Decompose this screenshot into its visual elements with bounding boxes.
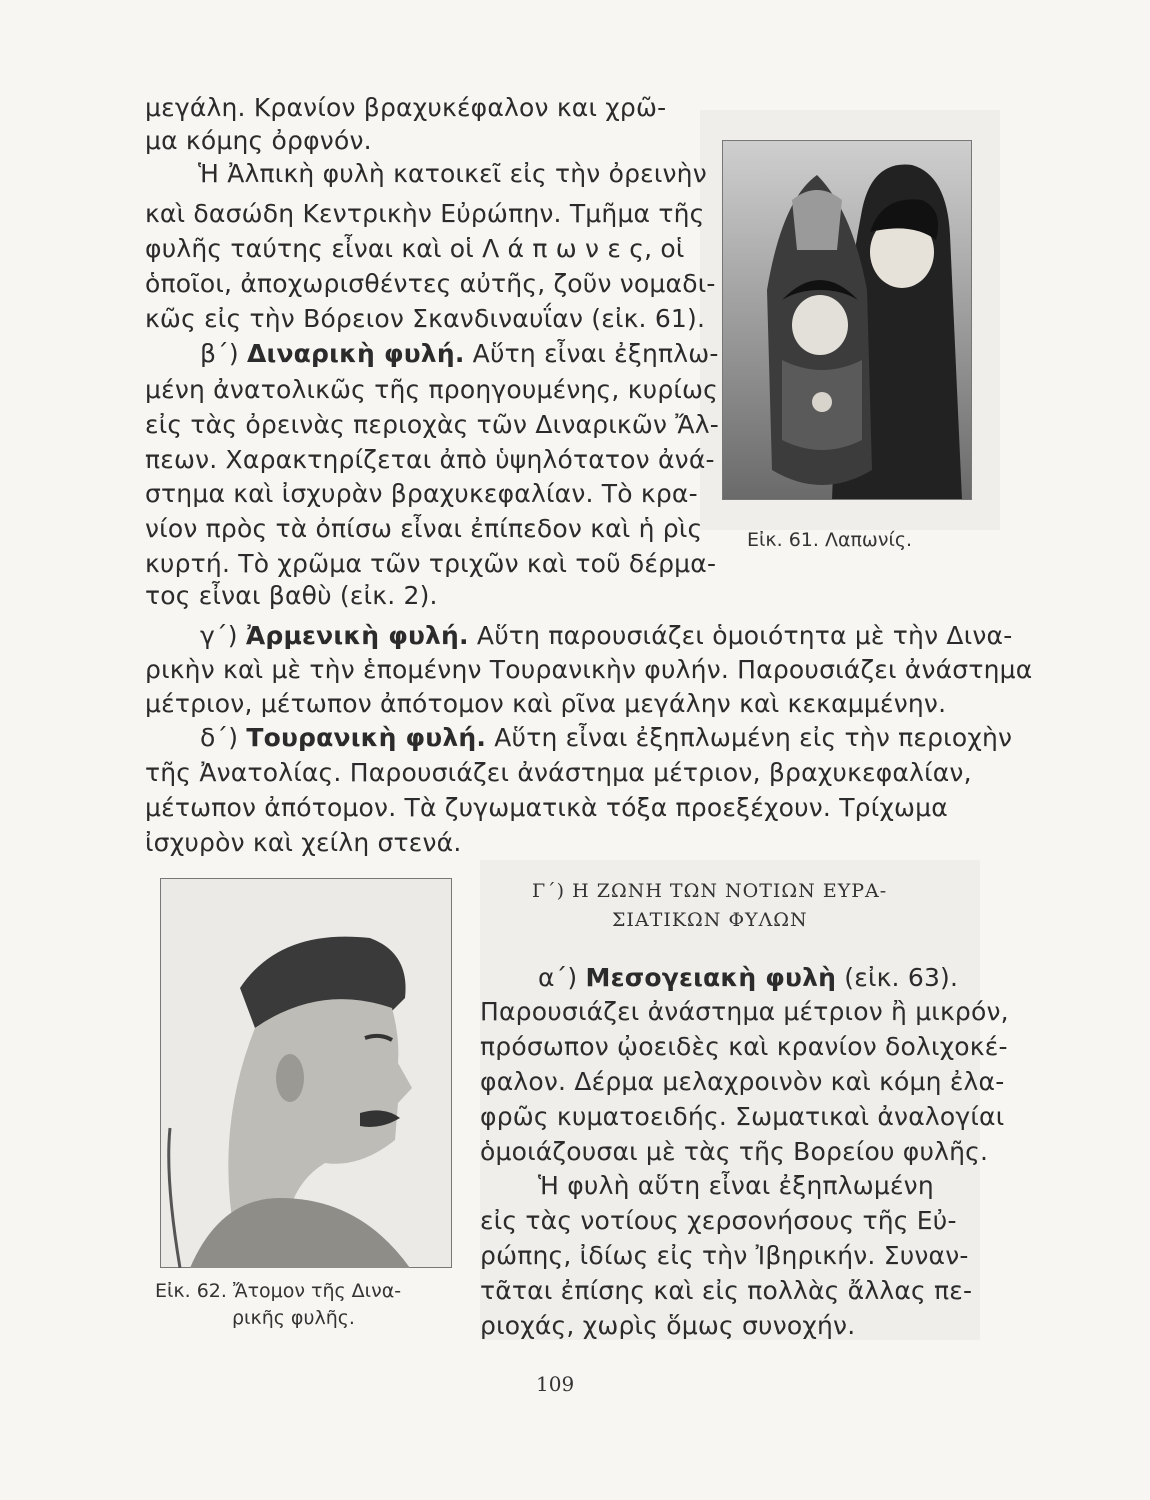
text-line: Ἡ φυλὴ αὕτη εἶναι ἐξηπλωμένη (538, 1171, 934, 1200)
section-heading-mediterranean: Μεσογειακὴ φυλὴ (585, 963, 837, 992)
text-line: μένη ἀνατολικῶς τῆς προηγουμένης, κυρίως (145, 375, 719, 404)
text-line: πρόσωπον ᾠοειδὲς καὶ κρανίον δολιχοκέ- (480, 1032, 1008, 1061)
text-line: τος εἶναι βαθὺ (εἰκ. 2). (145, 581, 438, 610)
text-line: νίον πρὸς τὰ ὀπίσω εἶναι ἐπίπεδον καὶ ἡ ρὶς (145, 514, 703, 543)
text-run: Αὕτη εἶναι ἐξηπλω- (472, 339, 719, 368)
text-line: κῶς εἰς τὴν Βόρειον Σκανδιναυΐαν (εἰκ. 61). (145, 304, 706, 333)
text-line: Παρουσιάζει ἀνάστημα μέτριον ἢ μικρόν, (480, 997, 1009, 1026)
text-line: φυλῆς ταύτης εἶναι καὶ οἱ Λ ά π ω ν ε ς, οἱ (145, 234, 685, 263)
section-title-line1: Γ΄) Η ΖΩΝΗ ΤΩΝ ΝΟΤΙΩΝ ΕΥΡΑ- (532, 880, 888, 902)
text-line: μεγάλη. Κρανίον βραχυκέφαλον και χρῶ- (145, 93, 667, 122)
list-marker: α΄) (538, 963, 578, 992)
section-heading-turanian: Τουρανικὴ φυλή. (246, 723, 487, 752)
text-line: εἰς τὰς ὀρεινὰς περιοχὰς τῶν Διναρικῶν Ἄλ- (145, 410, 719, 439)
dinaric-heading-line (200, 338, 719, 370)
text-line: φαλον. Δέρμα μελαχροινὸν καὶ κόμη ἐλα- (480, 1067, 1005, 1096)
page-number: 109 (536, 1372, 575, 1396)
figure-62-photo (160, 878, 452, 1268)
turanian-heading-line (200, 722, 1012, 754)
text-line: στημα καὶ ἰσχυρὰν βραχυκεφαλίαν. Τὸ κρα- (145, 479, 698, 508)
text-line: πεων. Χαρακτηρίζεται ἀπὸ ὑψηλότατον ἀνά- (145, 445, 715, 474)
text-run: Αὕτη παρουσιάζει ὁμοιότητα μὲ τὴν Δινα- (476, 621, 1013, 650)
list-marker: γ΄) (200, 621, 238, 650)
text-line: μέτωπον ἀπότομον. Τὰ ζυγωματικὰ τόξα προεξέχουν. Τρίχωμα (145, 793, 948, 822)
text-line: ριοχάς, χωρὶς ὅμως συνοχήν. (480, 1311, 856, 1340)
figure-61-photo (722, 140, 972, 500)
text-line: τᾶται ἐπίσης καὶ εἰς πολλὰς ἄλλας πε- (480, 1276, 973, 1305)
text-line: ρικὴν καὶ μὲ τὴν ἑπομένην Τουρανικὴν φυλήν. Παρουσιάζει ἀνάστημα (145, 655, 1033, 684)
figure-62-caption-line2: ρικῆς φυλῆς. (232, 1307, 355, 1329)
list-marker: δ΄) (200, 723, 239, 752)
section-heading-armenian: Ἀρμενικὴ φυλή. (245, 621, 469, 650)
text-line: ἰσχυρὸν καὶ χείλη στενά. (145, 828, 462, 857)
text-line: καὶ δασώδη Κεντρικὴν Εὐρώπην. Τμῆμα τῆς (145, 199, 705, 228)
text-line: τῆς Ἀνατολίας. Παρουσιάζει ἀνάστημα μέτριον, βραχυκεφαλίαν, (145, 758, 972, 787)
section-title-line2: ΣΙΑΤΙΚΩΝ ΦΥΛΩΝ (612, 909, 808, 931)
text-run: Αὕτη εἶναι ἐξηπλωμένη εἰς τὴν περιοχὴν (494, 723, 1013, 752)
text-line: ὁποῖοι, ἀποχωρισθέντες αὐτῆς, ζοῦν νομαδι- (145, 269, 716, 298)
section-heading-dinaric: Διναρικὴ φυλή. (246, 339, 465, 368)
figure-62-caption-line1: Εἰκ. 62. Ἄτομον τῆς Δινα- (155, 1280, 402, 1302)
figure-61-caption: Εἰκ. 61. Λαπωνίς. (747, 529, 913, 551)
text-line: φρῶς κυματοειδής. Σωματικαὶ ἀναλογίαι (480, 1102, 1005, 1131)
text-line: Ἡ Ἀλπικὴ φυλὴ κατοικεῖ εἰς τὴν ὀρεινὴν (198, 159, 707, 188)
text-line: ρώπης, ἰδίως εἰς τὴν Ἰβηρικήν. Συναν- (480, 1241, 969, 1270)
text-line: μέτριον, μέτωπον ἀπότομον καὶ ρῖνα μεγάλην καὶ κεκαμμένην. (145, 689, 947, 718)
text-line: μα κόμης ὀρφνόν. (145, 126, 372, 155)
text-run: (εἰκ. 63). (844, 963, 959, 992)
armenian-heading-line (200, 620, 1012, 652)
text-line: κυρτή. Τὸ χρῶμα τῶν τριχῶν καὶ τοῦ δέρμα- (145, 549, 717, 578)
mediterranean-heading-line (538, 962, 958, 994)
text-line: ὁμοιάζουσαι μὲ τὰς τῆς Βορείου φυλῆς. (480, 1137, 989, 1166)
list-marker: β΄) (200, 339, 239, 368)
text-line: εἰς τὰς νοτίους χερσονήσους τῆς Εὐ- (480, 1206, 957, 1235)
